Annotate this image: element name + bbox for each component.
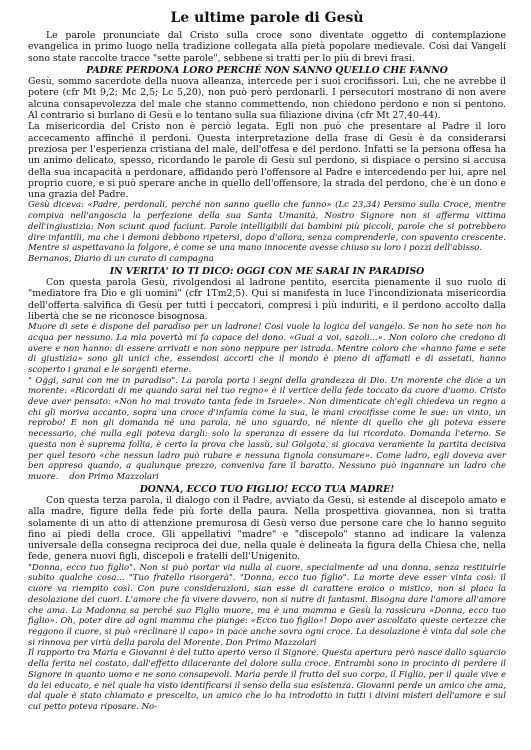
section-3-citation: Don Primo Mazzolari — [225, 637, 317, 648]
section-2-quote-2-text: " Oggi, sarai con me in paradiso". La parola porta i segni della grandezza di Dio. Un morente che dice a un morente: «Ricordati di me quando sarai nel tuo regno» è il vertice della fede toccato da cuore d'uomo. Cristo deve aver pensato: «Non ho mai trovato tanta fede in Israele». Non dimenticate ch'egli chiedeva un regno a chi gli moriva accanto, sopra una croce d'infamia come la sua, le mani crocifisse come le sue: un vinto, un reprobo! E non gli domanda né una parola, né uno sguardo, né niente di quello che gli poteva essere necessario, ché nulla egli poteva dargli: solo la speranza di essere da lui ricordato. Domanda l'eterno. Se questa non è suprema follia, è certo la prova che lassù, sul Golgota, si giocava veramente la partita decisiva per quel tesoro «che nessun ladro può rubare e nessuna tignola consumare». Come ladro, egli doveva aver ben appreso quando, a qualunque prezzo, conveniva fare il baratto. Nessuno può ingannare un ladro che muore. — [28, 375, 506, 482]
section-2-paragraph-1: Con questa parola Gesù, rivolgendosi al ladrone pentito, esercita pienamente il suo ruolo di "mediatore fra Dio e gli uomini" (cfr 1Tm2,5). Qui si manifesta in luce l'incondizionata misericordia dell'offerta salvifica di Gesù per tutti i peccatori, compresi i più induriti, e il perdono accolto dalla libertà che se ne riconosce bisognosa. — [28, 276, 506, 322]
section-heading-2: IN VERITA' IO TI DICO: OGGI CON ME SARAI IN PARADISO — [109, 265, 425, 277]
section-3-quote-2: Il rapporto tra Maria e Giovanni è del tutto aperto verso il Signore. Questa apertura però nasce dallo squarcio della ferita nel costato, dall'effetto dilacerante del dolore sulla croce. Entrambi sono in procinto di perdere il Signore in quanto uomo e ne sono consapevoli. Maria perde il frutto del suo corpo, il Figlio, per il quale vive e da lei educato, e nel quale ha visto identificarsi il senso della sua esistenza. Giovanni perde un amico che ama, dal quale è stato chiamato e prescelto, un amico che lo ha introdotto in tutti i divini misteri dell'amore e sul cui petto poteva riposare. No- — [28, 648, 507, 712]
section-1-citation: Bernanos, Diario di un curato di campagna — [28, 253, 214, 264]
document-page — [28, 10, 506, 713]
intro-paragraph: Le parole pronunciate dal Cristo sulla croce sono diventate oggetto di contemplazione evangelica in primo luogo nella tradizione collegata alla pietà popolare medievale. Così dai Vangeli sono state raccolte tracce "sette parole", sebbene si tratti per lo più di brevi frasi. — [28, 30, 506, 64]
section-2-citation: don Primo Mazzolari — [69, 472, 159, 482]
section-heading-3: DONNA, ECCO TUO FIGLIO! ECCO TUA MADRE! — [139, 483, 395, 495]
section-2-quote-2 — [28, 376, 506, 483]
section-3-paragraph-1: Con questa terza parola, il dialogo con il Padre, avviato da Gesù, si estende al discepolo amato e alla madre, figure della fede più forte della paura. Nella prospettiva giovannea, non si tratta solamente di un atto di attenzione premurosa di Gesù verso due persone care che lo hanno seguito fino ai piedi della croce. Gli appellativi "madre" e "discepolo" stanno ad indicare la valenza universale della consegna reciproca dei due, nella quale è delineata la figura della Chiesa che, nella fede, genera nuovi figli, discepoli e fratelli dell'Unigenito. — [28, 495, 506, 563]
section-heading-1: PADRE PERDONA LORO PERCHÉ NON SANNO QUELLO CHE FANNO — [86, 64, 448, 76]
section-2-quote-1: Muore di sete e dispone del paradiso per un ladrone! Così vuole la logica del vangelo. Se non ho sete non ho acqua per nessuno. La mia povertà mi fa capace del dono. «Guai a voi, sazoli...». Non coloro che credono di avere e non hanno: di essere arrivati e non sono neppure per istrada. Mentre coloro che «hanno fame e sete di giustizia» sono gli unici che, essendosi accorti che il mondo è pieno di affamati e di assetati, hanno scoperto i granai e le sorgenti eterne. — [28, 322, 506, 375]
section-1-paragraph-2: La misericordia del Cristo non è perciò legata. Egli non può che presentare al Padre il loro accecamento affinché il perdoni. Questa interpretazione della frase di Gesù è da considerarsi preziosa per l'esperienza cristiana del male, dell'offesa e del perdono. Infatti se la persona offesa ha un animo delicato, spesso, ricordando le parole di Gesù sul perdono, si dispiace o persino si accusa della sua incapacità a perdonare, affidando però l'offensore al Padre e intercedendo per lui, apre nel proprio cuore, e si può sperare anche in quello dell'offensore, la strada del perdono, che è un dono e una grazia del Padre. — [28, 121, 506, 201]
section-3-quote-1-text: "Donna, ecco tuo figlio". Non si può portar via nulla al cuore, specialmente ad una donna, senza restituirle subito qualche cosa... "Tuo fratello risorgerà". "Donna, ecco tuo figlio". La morte deve esser vinta così: il cuore va riempito così. Con pure considerazioni, sian esse di carattere eroico o mistico, non si placa la desolazione dei cuori. L'amore che fa vivere davvero, non si nutre di fantasmi. Bisogna dare l'amore all'amore che ama. La Madonna sa perché suo Figlio muore, ma è una mamma e Gesù la rassicura «Donna, ecco tuo figlio». Oh, poter dire ad ogni mamma che piange: «Ecco tuo figlio»! Dopo aver ascoltato queste certezze che reggono il cuore, si può «reclinare il capo» in pace anche sovra ogni croce. La desolazione è vinta dal sole che si rinnova per virtù della parola del Morente. — [28, 562, 506, 648]
section-1-quote: Gesù diceva: «Padre, perdonali, perché non sanno quello che fanno» (Lc 23,34) Persino sulla Croce, mentre compiva nell'angoscia la perfezione della sua Santa Umanità, Nostro Signore non si afferma vittima dell'ingiustizia: Non sciunt quod faciunt. Parole intelligibili dai bambini più piccoli, parole che si potrebbero dire infantili, ma che i demoni debbono ripetersi, dopo d'allora, senza comprenderle, con spavento crescente. Mentre si aspettavano la folgore, è come se una mano innocente avesse chiuso su loro i pozzi dell'abisso. — [28, 200, 506, 254]
section-3-quote-1 — [28, 563, 506, 649]
page-title: Le ultime parole di Gesù — [170, 10, 364, 26]
section-1-paragraph-1: Gesù, sommo sacerdote della nuova alleanza, intercede per i suoi crocifissori. Lui, che ne avrebbe il potere (cfr Mt 9,2; Mc 2,5; Lc 5,20), non può però perdonarli. I persecutori mostrano di non avere alcuna consapevolezza del male che stanno commettendo, non chiedono perdono e non si pentono. Al contrario si burlano di Gesù e lo tentano sulla sua filiazione divina (cfr Mt 27,40-44). — [28, 76, 506, 122]
